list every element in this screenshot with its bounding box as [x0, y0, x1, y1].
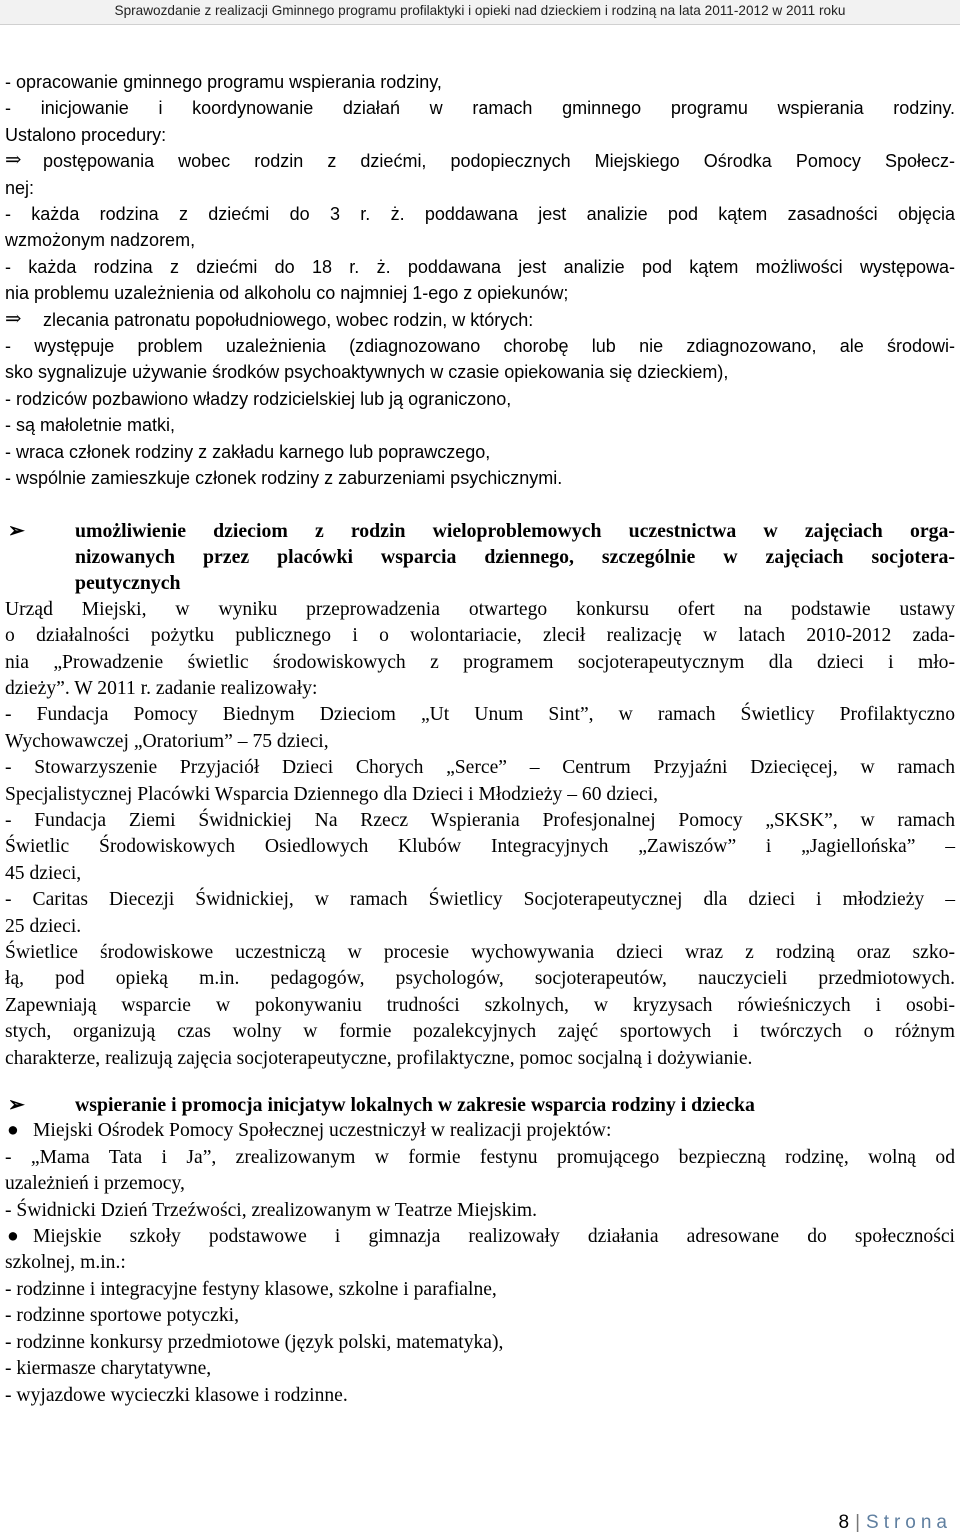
bullet-item [5, 1224, 955, 1250]
text-line: zlecania patronatu popołudniowego, wobec rodzin, w których: [43, 309, 534, 330]
text-line: - Stowarzyszenie Przyjaciół Dzieci Chorych „Serce” – Centrum Przyjaźni Dziecięcej, w ramach [5, 757, 955, 779]
footer-separator: | [855, 1512, 861, 1533]
text-line: 45 dzieci, [5, 862, 82, 884]
text-line: Urząd Miejski, w wyniku przeprowadzenia otwartego konkursu ofert na podstawie ustawy [5, 598, 955, 620]
section-heading [5, 518, 955, 597]
bullet-dot-icon: ● [7, 1226, 19, 1248]
heading-line: nizowanych przez placówki wsparcia dziennego, szczególnie w zajęciach socjotera- [75, 545, 955, 568]
page-number: 8 [838, 1512, 850, 1533]
arrowhead-bullet-icon: ➢ [8, 519, 25, 542]
text-line: o działalności pożytku publicznego i o wolontariacie, zlecił realizację w latach 2010-2012 zada- [5, 625, 955, 647]
text-line: Ustalono procedury: [5, 124, 167, 145]
text-line: Wychowawczej „Oratorium” – 75 dzieci, [5, 730, 329, 752]
text-line: - „Mama Tata i Ja”, zrealizowanym w formie festynu promującego bezpieczną rodzinę, wolną od [5, 1146, 955, 1168]
text-line: 25 dzieci. [5, 915, 82, 937]
text-line: - opracowanie gminnego programu wspierania rodziny, [5, 72, 442, 92]
arrowhead-bullet-icon: ➢ [8, 1094, 25, 1117]
text-line: Specjalistycznej Placówki Wsparcia Dziennego dla Dzieci i Młodzieży – 60 dzieci, [5, 783, 659, 805]
text-line: stych, organizują czas wolny w formie pozalekcyjnych zajęć sportowych i twórczych o różnym [5, 1021, 955, 1043]
text-line: Miejski Ośrodek Pomocy Społecznej uczestniczył w realizacji projektów: [33, 1120, 612, 1142]
heading-line: umożliwienie dzieciom z rodzin wieloproblemowych uczestnictwa w zajęciach orga- [75, 519, 955, 542]
text-line: Miejskie szkoły podstawowe i gimnazja realizowały działania adresowane do społeczności [33, 1226, 955, 1248]
text-line: Świetlic Środowiskowych Osiedlowych Klubów Integracyjnych „Zawiszów” i „Jagiellońska” – [5, 836, 955, 858]
text-line: - Fundacja Pomocy Biednym Dzieciom „Ut Unum Sint”, w ramach Świetlicy Profilaktyczno [5, 704, 955, 726]
text-line: - inicjowanie i koordynowanie działań w ramach gminnego programu wspierania rodziny. [5, 98, 955, 119]
text-line: - Caritas Diecezji Świdnickiej, w ramach Świetlicy Socjoterapeutycznej dla dzieci i młodzieży – [5, 889, 955, 911]
text-line: charakterze, realizują zajęcia socjoterapeutyczne, profilaktyczne, pomoc socjalną i dożywianie. [5, 1047, 753, 1069]
right-double-arrow-icon: ⇒ [5, 308, 22, 330]
text-line: - wspólnie zamieszkuje członek rodziny z zaburzeniami psychicznymi. [5, 468, 563, 489]
text-line: sko sygnalizuje używanie środków psychoaktywnych w czasie opiekowania się dzieckiem), [5, 362, 729, 383]
procedure-item [5, 148, 955, 174]
text-line: - rodzinne konkursy przedmiotowe (język polski, matematyka), [5, 1331, 504, 1353]
text-line: - wyjazdowe wycieczki klasowe i rodzinne. [5, 1384, 348, 1406]
procedure-item [5, 307, 955, 333]
text-line: - Świdnicki Dzień Trzeźwości, zrealizowanym w Teatrze Miejskim. [5, 1199, 538, 1221]
text-line: - Fundacja Ziemi Świdnickiej Na Rzecz Wspierania Profesjonalnej Pomocy „SKSK”, w ramach [5, 809, 955, 831]
text-line: - każda rodzina z dziećmi do 18 r. ż. poddawana jest analizie pod kątem możliwości występowa- [5, 256, 955, 277]
text-line: - rodziców pozbawiono władzy rodzicielskiej lub ją ograniczono, [5, 388, 512, 409]
text-line: dzieży”. W 2011 r. zadanie realizowały: [5, 677, 318, 699]
bullet-dot-icon: ● [7, 1120, 19, 1142]
text-line: - rodzinne sportowe potyczki, [5, 1305, 239, 1327]
header-title: Sprawozdanie z realizacji Gminnego programu profilaktyki i opieki nad dzieckiem i rodziną na lata 2011-2012 w 2011 roku [114, 3, 846, 18]
bullet-item [5, 1118, 955, 1144]
page-label: Strona [866, 1512, 952, 1533]
heading-line: wspieranie i promocja inicjatyw lokalnych w zakresie wsparcia rodziny i dziecka [75, 1094, 755, 1117]
text-line: nia „Prowadzenie świetlic środowiskowych z programem socjoterapeutycznym dla dzieci i mło- [5, 651, 955, 673]
heading-line: peutycznych [75, 572, 181, 595]
text-line: - wraca członek rodziny z zakładu karnego lub poprawczego, [5, 441, 491, 462]
text-line: Świetlice środowiskowe uczestniczą w procesie wychowywania dzieci wraz z rodziną oraz szko- [5, 942, 955, 963]
text-line: łą, pod opieką m.in. pedagogów, psychologów, socjoterapeutów, nauczycieli przedmiotowych. [5, 968, 955, 990]
right-double-arrow-icon: ⇒ [5, 150, 22, 172]
text-line: uzależnień i przemocy, [5, 1173, 185, 1195]
text-line: nej: [5, 177, 35, 198]
text-line: szkolnej, m.in.: [5, 1252, 126, 1274]
document-body [5, 69, 955, 1409]
text-line: Zapewniają wsparcie w pokonywaniu trudności szkolnych, w kryzysach rówieśniczych i osobi- [5, 994, 955, 1016]
text-line: - są małoletnie matki, [5, 415, 176, 436]
text-line: - każda rodzina z dziećmi do 3 r. ż. poddawana jest analizie pod kątem zasadności objęcia [5, 204, 955, 225]
text-line: - kiermasze charytatywne, [5, 1358, 212, 1380]
section-heading [5, 1092, 955, 1118]
text-line: nia problemu uzależnienia od alkoholu co najmniej 1-ego z opiekunów; [5, 283, 569, 304]
text-line: wzmożonym nadzorem, [5, 230, 196, 251]
page-footer [839, 1512, 953, 1534]
text-line: - rodzinne i integracyjne festyny klasowe, szkolne i parafialne, [5, 1278, 497, 1300]
text-line: postępowania wobec rodzin z dziećmi, podopiecznych Miejskiego Ośrodka Pomocy Społecz- [43, 151, 955, 172]
page-header [0, 0, 960, 25]
text-line: - występuje problem uzależnienia (zdiagnozowano chorobę lub nie zdiagnozowano, ale środowi- [5, 336, 955, 357]
